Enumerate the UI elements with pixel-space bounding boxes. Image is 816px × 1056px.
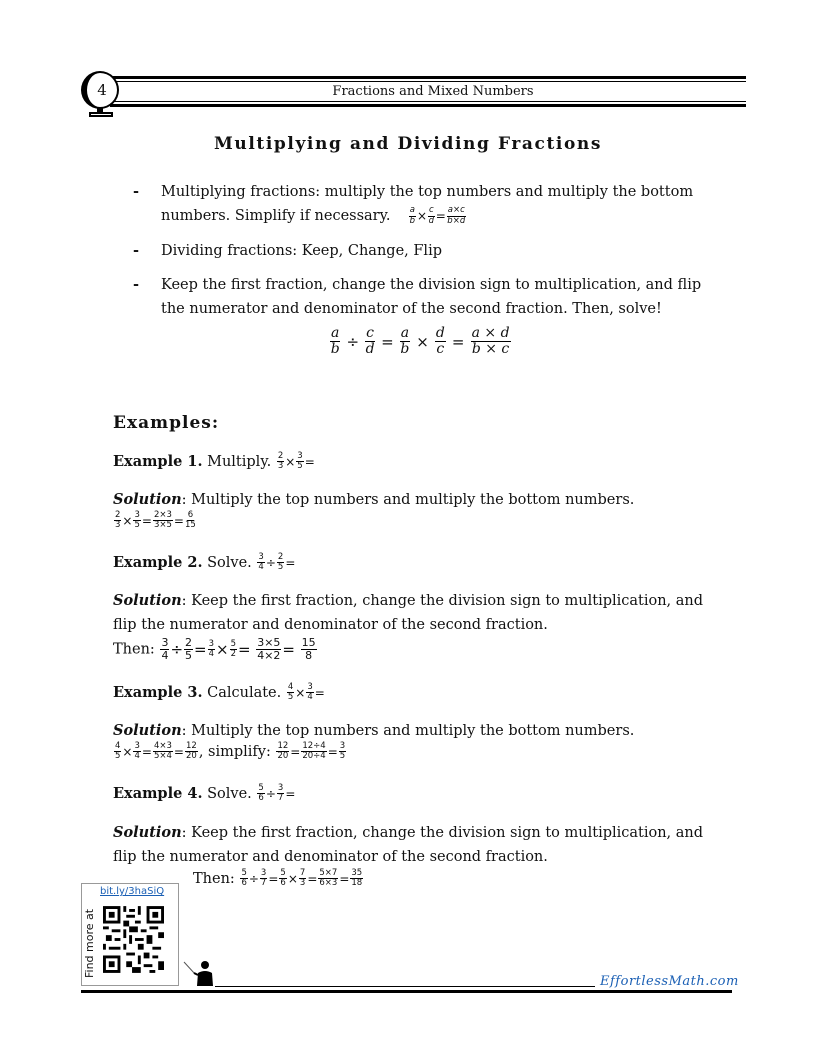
example-4-question: Example 4. Solve. $\frac{5}{6}$ ÷ $\frac{3}{7}$ =	[113, 783, 296, 804]
header-rule-bottom-thin	[114, 101, 746, 102]
solution-label: Solution	[113, 824, 182, 841]
solution-text: : Keep the first fraction, change the division sign to multiplication, and	[181, 593, 704, 609]
bullet-text: Dividing fractions: Keep, Change, Flip	[161, 243, 442, 259]
fraction: $\frac{a \times d}{b \times c}$	[471, 325, 510, 358]
then-label: Then:	[193, 870, 235, 887]
example-prompt: Calculate.	[207, 684, 282, 701]
qr-code-icon[interactable]	[103, 906, 164, 973]
equals-sign: =	[451, 332, 465, 351]
example-label: Example 4.	[113, 784, 203, 802]
page-title: Multiplying and Dividing Fractions	[213, 134, 603, 154]
example-4-solution	[113, 824, 703, 841]
page-number-globe	[81, 71, 119, 109]
fraction: $\frac{3}{5}$	[297, 451, 303, 472]
example-label: Example 3.	[113, 683, 203, 701]
example-prompt: Solve.	[207, 554, 252, 571]
solution-label: Solution	[113, 592, 182, 609]
solution-label: Solution	[113, 491, 182, 508]
fraction: $\frac{a}{b}$	[330, 325, 340, 358]
example-2-question: Example 2. Solve. $\frac{3}{4}$ ÷ $\frac{2}{5}$ =	[113, 552, 296, 573]
example-1-solution	[113, 491, 634, 508]
example-3-question: Example 3. Calculate. $\frac{4}{5}$ × $\frac{3}{4}$ =	[113, 682, 325, 703]
footer-rule-thick	[81, 990, 732, 993]
bullet-dash: -	[133, 242, 140, 259]
example-label: Example 1.	[113, 452, 203, 470]
page-number: 4	[97, 81, 107, 99]
examples-heading: Examples:	[113, 413, 220, 433]
teacher-icon	[183, 958, 217, 988]
fraction: $\frac{2}{3}$	[277, 451, 284, 472]
division-rule-formula	[329, 326, 512, 358]
bullet-text-line1: Keep the first fraction, change the division sign to multiplication, and flip	[161, 277, 702, 293]
brand-link[interactable]: EffortlessMath.com	[600, 974, 739, 989]
solution-text: : Multiply the top numbers and multiply the bottom numbers.	[181, 492, 635, 508]
bullet-text-line1: Multiplying fractions: multiply the top numbers and multiply the bottom	[161, 184, 694, 200]
solution-label: Solution	[113, 722, 182, 739]
bullet-dash: -	[133, 276, 140, 293]
footer-rule-thin	[215, 986, 595, 987]
example-prompt: Solve.	[207, 785, 252, 802]
example-4-work: Then: $\frac{5}{6}$ ÷ $\frac{3}{7}$ = $\frac{5}{6}$ × $\frac{7}{3}$ = $\frac{5\times 7}{6\times 3}$ = $\frac{35}{18}$	[193, 868, 363, 889]
header-rule-bottom-thick	[110, 104, 746, 107]
bullet-text: numbers. Simplify if necessary.	[161, 208, 391, 224]
chapter-title: Fractions and Mixed Numbers	[332, 84, 534, 99]
fraction: $\frac{c}{d}$	[365, 325, 375, 358]
times-sign: ×	[416, 332, 429, 351]
qr-short-link[interactable]: bit.ly/3haSiQ	[100, 886, 165, 897]
globe-base-icon	[89, 112, 113, 117]
example-1-work: $\frac{2}{3}$ × $\frac{3}{5}$ = $\frac{2\times 3}{3\times 5}$ = $\frac{6}{15}$	[115, 510, 196, 531]
example-2-solution-line2: flip the numerator and denominator of the second fraction.	[113, 617, 548, 633]
example-prompt: Multiply.	[207, 453, 272, 470]
simplify-label: , simplify:	[198, 743, 271, 760]
bullet-text-line2	[161, 204, 741, 228]
equals-sign: =	[435, 209, 446, 223]
times-sign: ×	[416, 209, 427, 223]
solution-text: : Keep the first fraction, change the division sign to multiplication, and	[181, 825, 704, 841]
fraction-ac-over-bd: $\frac{a\times c}{b\times d}$	[447, 205, 466, 226]
bullet-dash: -	[133, 183, 140, 200]
solution-text: : Multiply the top numbers and multiply the bottom numbers.	[181, 723, 635, 739]
header-rule-top-thick	[110, 76, 746, 79]
equals-sign: =	[381, 332, 394, 351]
example-label: Example 2.	[113, 553, 203, 571]
example-3-work: $\frac{4}{5}$ × $\frac{3}{4}$ = $\frac{4\times 3}{5\times 4}$ = $\frac{12}{20}$ , simplify: $\frac{12}{20}$ = $\frac{12\div 4}{20\div 4}$ = $\frac{3}{5}$	[115, 741, 346, 762]
divide-sign: ÷	[346, 332, 360, 351]
example-2-work: Then: $\frac{3}{4}$ ÷ $\frac{2}{5}$ = $\frac{3}{4}$ × $\frac{5}{2}$ = $\frac{3\times 5}{4\times 2}$ = $\frac{15}{8}$	[113, 636, 316, 663]
fraction: $\frac{a}{b}$	[400, 325, 410, 358]
fraction-a-over-b: $\frac{a}{b}$	[409, 205, 416, 226]
example-1-question: Example 1. Multiply. $\frac{2}{3}$ × $\frac{3}{5}$ =	[113, 451, 315, 472]
find-more-label: Find more at	[83, 908, 96, 978]
fraction-c-over-d: $\frac{c}{d}$	[428, 205, 435, 226]
example-4-solution-line2: flip the numerator and denominator of the second fraction.	[113, 849, 548, 865]
header-rule-top-thin	[114, 81, 746, 82]
example-3-solution	[113, 722, 634, 739]
then-label: Then:	[113, 641, 155, 658]
fraction: $\frac{d}{c}$	[435, 325, 445, 358]
bullet-text-line2: the numerator and denominator of the second fraction. Then, solve!	[161, 301, 662, 317]
example-2-solution	[113, 592, 703, 609]
